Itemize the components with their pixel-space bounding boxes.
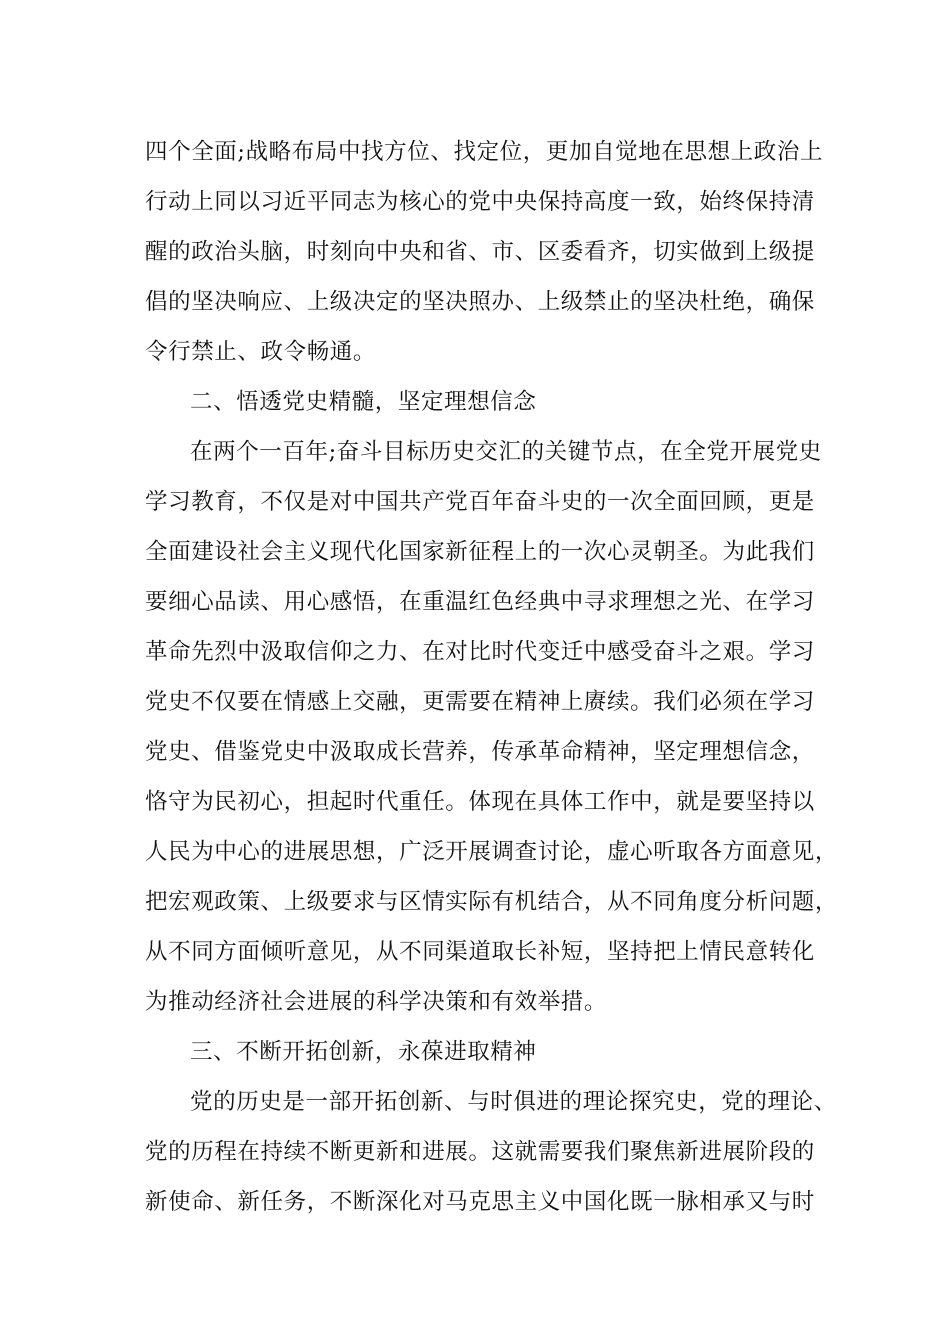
paragraph-line: 全面建设社会主义现代化国家新征程上的一次心灵朝圣。为此我们 [145,539,815,565]
paragraph-line: 新使命、新任务，不断深化对马克思主义中国化既一脉相承又与时 [145,1189,815,1215]
paragraph-line: 从不同方面倾听意见，从不同渠道取长补短，坚持把上情民意转化 [145,939,815,965]
paragraph-line: 人民为中心的进展思想，广泛开展调查讨论，虚心听取各方面意见， [145,839,839,865]
paragraph-line: 党史不仅要在情感上交融，更需要在精神上赓续。我们必须在学习 [145,689,815,715]
paragraph-line: 行动上同以习近平同志为核心的党中央保持高度一致，始终保持清 [145,189,815,215]
paragraph-line: 学习教育，不仅是对中国共产党百年奋斗史的一次全面回顾，更是 [145,489,815,515]
paragraph-line: 把宏观政策、上级要求与区情实际有机结合，从不同角度分析问题， [145,889,839,915]
paragraph-line: 为推动经济社会进展的科学决策和有效举措。 [145,989,608,1015]
paragraph-line: 醒的政治头脑，时刻向中央和省、市、区委看齐，切实做到上级提 [145,239,815,265]
paragraph-line: 在两个一百年;奋斗目标历史交汇的关键节点，在全党开展党史 [190,439,822,465]
section-heading: 二、悟透党史精髓，坚定理想信念 [190,389,537,415]
paragraph-line: 令行禁止、政令畅通。 [145,339,377,365]
paragraph-line: 四个全面;战略布局中找方位、找定位，更加自觉地在思想上政治上 [145,139,824,165]
paragraph-line: 党的历史是一部开拓创新、与时俱进的理论探究史，党的理论、 [190,1089,837,1115]
paragraph-line: 革命先烈中汲取信仰之力、在对比时代变迁中感受奋斗之艰。学习 [145,639,815,665]
paragraph-line: 党的历程在持续不断更新和进展。这就需要我们聚焦新进展阶段的 [145,1139,815,1165]
paragraph-line: 要细心品读、用心感悟，在重温红色经典中寻求理想之光、在学习 [145,589,815,615]
paragraph-line: 倡的坚决响应、上级决定的坚决照办、上级禁止的坚决杜绝，确保 [145,289,815,315]
section-heading: 三、不断开拓创新，永葆进取精神 [190,1039,537,1065]
paragraph-line: 党史、借鉴党史中汲取成长营养，传承革命精神，坚定理想信念， [145,739,815,765]
paragraph-line: 恪守为民初心，担起时代重任。体现在具体工作中，就是要坚持以 [145,789,815,815]
